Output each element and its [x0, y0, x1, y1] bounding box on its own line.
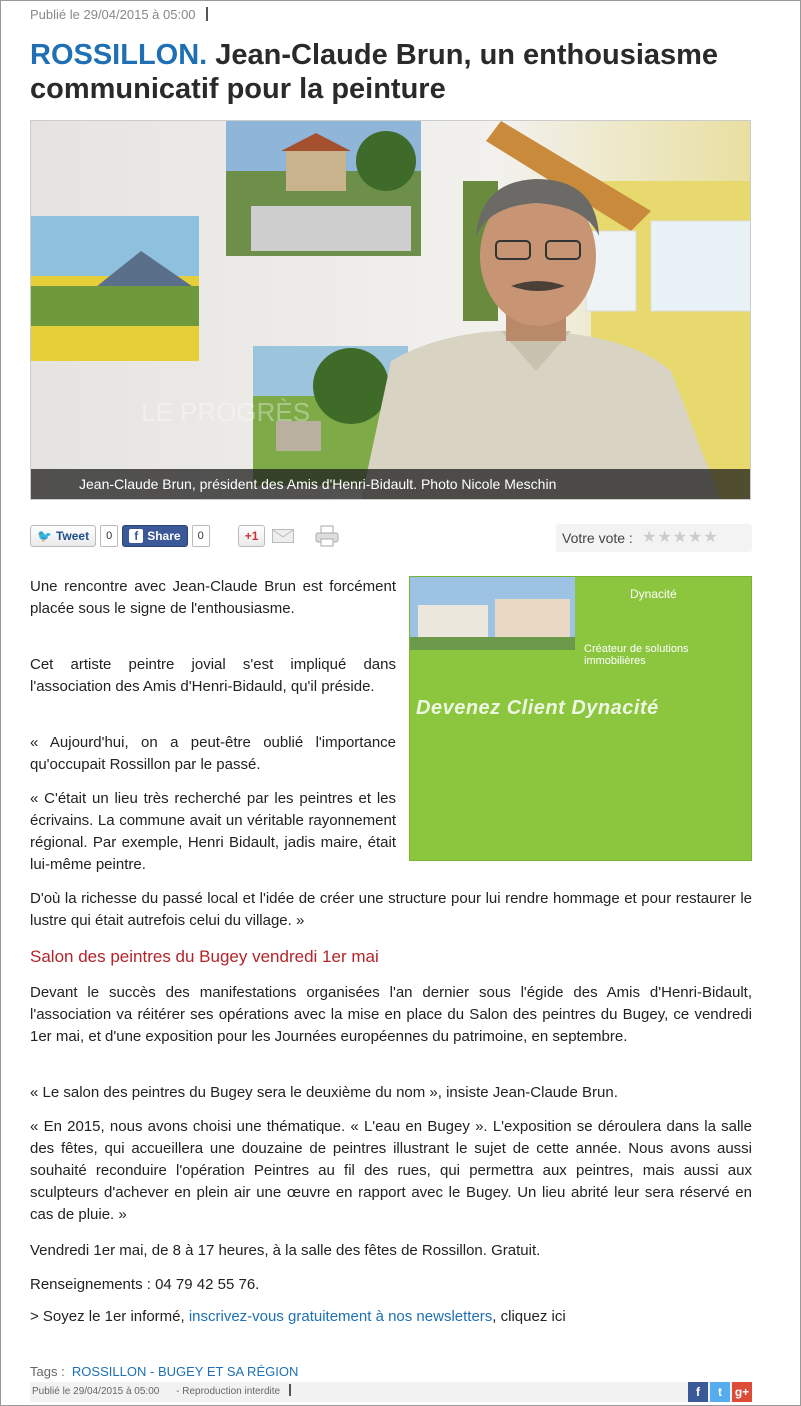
painting-mountain — [31, 216, 199, 361]
newsletter-prefix: > Soyez le 1er informé, — [30, 1308, 189, 1325]
printer-icon — [314, 525, 340, 547]
paragraph: D'où la richesse du passé local et l'idée de créer une structure pour lui rendre hommage et pour restaurer le lustre qui était autrefois celui du village. » — [30, 890, 752, 929]
google-plus-button[interactable] — [238, 525, 266, 547]
facebook-count: 0 — [192, 525, 210, 547]
ad-cta: Devenez Client Dynacité — [416, 697, 659, 719]
vote-widget — [556, 524, 752, 552]
publish-date — [30, 7, 208, 22]
painting-village — [226, 121, 421, 256]
rating-stars[interactable]: ★★★★★ — [642, 529, 719, 546]
footer-reproduction: - Reproduction interdite — [176, 1386, 281, 1397]
footer-bar — [30, 1382, 752, 1402]
advertisement-banner[interactable] — [409, 576, 752, 861]
ad-building-image — [410, 577, 575, 650]
article-title — [30, 38, 770, 106]
article-headline: Jean-Claude Brun, un enthousiasme communicatif pour la peinture — [30, 39, 719, 105]
article-place: ROSSILLON. — [30, 39, 208, 71]
paragraph: « Aujourd'hui, on a peut-être oublié l'importance qu'occupait Rossillon par le passé. — [30, 734, 396, 773]
newsletter-suffix: , cliquez ici — [492, 1308, 566, 1325]
email-icon — [272, 529, 294, 543]
section-subtitle: Salon des peintres du Bugey vendredi 1er mai — [30, 947, 379, 966]
paragraph: Devant le succès des manifestations organisées l'an dernier sous l'égide des Amis d'Henri-Bidault, l'association va réitérer ses opérations avec la mise en place du Salon des peintres du Bugey, ce vendredi 1er mai, et d'une exposition pour les Journées européennes du patrimoine, en septembre. — [30, 984, 752, 1045]
paragraph: Cet artiste peintre jovial s'est impliqué dans l'association des Amis d'Henri-Bidauld, qu'il préside. — [30, 656, 396, 695]
paragraph: Vendredi 1er mai, de 8 à 17 heures, à la salle des fêtes de Rossillon. Gratuit. — [30, 1242, 541, 1259]
twitter-bird-icon: 🐦 — [37, 529, 52, 543]
paragraph: Une rencontre avec Jean-Claude Brun est forcément placée sous le signe de l'enthousiasme. — [30, 578, 396, 617]
facebook-icon[interactable]: f — [688, 1382, 708, 1402]
tweet-label: Tweet — [55, 529, 90, 543]
newsletter-line — [30, 1306, 752, 1328]
tweet-count: 0 — [100, 525, 118, 547]
email-button[interactable] — [269, 525, 297, 547]
facebook-icon: f — [129, 529, 143, 543]
paragraph: Renseignements : 04 79 42 55 76. — [30, 1276, 260, 1293]
divider — [289, 1384, 291, 1396]
print-button[interactable] — [313, 525, 341, 547]
share-bar — [30, 524, 341, 548]
paragraph: « C'était un lieu très recherché par les peintres et les écrivains. La commune avait un véritable rayonnement régional. Par exemple, Henri Bidault, jadis maire, était lui-même peintre. — [30, 790, 396, 873]
twitter-icon[interactable]: t — [710, 1382, 730, 1402]
article-photo[interactable] — [30, 120, 751, 500]
facebook-share-button[interactable] — [122, 525, 187, 547]
tags-line — [30, 1364, 298, 1379]
tag-separator: - — [149, 1364, 155, 1379]
paragraph: « En 2015, nous avons choisi une thématique. « L'eau en Bugey ». L'exposition se déroulera dans la salle des fêtes, qui accueillera une douzaine de peintres illustrant le sujet de cette année. Nous avons aussi souhaité reconduire l'opération Peintres au fil des rues, qui permettra aux peintres, mais aussi aux sculpteurs d'achever en plein air une œuvre en rapport avec le Bugey. Un lieu abrité leur sera réservé en cas de pluie. » — [30, 1118, 752, 1223]
svg-text:LE PROGRÈS: LE PROGRÈS — [141, 397, 311, 427]
photo-caption: Jean-Claude Brun, président des Amis d'Henri-Bidault. Photo Nicole Meschin — [31, 469, 750, 499]
paragraph: « Le salon des peintres du Bugey sera le deuxième du nom », insiste Jean-Claude Brun. — [30, 1084, 618, 1101]
ad-slogan: Créateur de solutions immobilières — [584, 643, 689, 667]
divider — [206, 7, 208, 21]
tweet-button[interactable] — [30, 525, 96, 547]
footer-publish-date: Publié le 29/04/2015 à 05:00 — [32, 1386, 160, 1397]
tag-link-rossillon[interactable]: ROSSILLON — [71, 1364, 147, 1379]
facebook-share-label: Share — [147, 529, 181, 543]
footer-social — [688, 1382, 752, 1402]
google-plus-label: +1 — [244, 529, 259, 543]
ad-logo: Dynacité — [630, 587, 677, 601]
newsletter-link[interactable]: inscrivez-vous gratuitement à nos newsletters — [188, 1308, 493, 1325]
tags-label: Tags : — [30, 1364, 65, 1379]
publish-date-text: Publié le 29/04/2015 à 05:00 — [30, 7, 196, 22]
tag-link-bugey[interactable]: BUGEY ET SA RÉGION — [157, 1364, 299, 1379]
photo-illustration — [31, 121, 751, 500]
google-plus-icon[interactable]: g+ — [732, 1382, 752, 1402]
vote-label: Votre vote : — [562, 530, 633, 546]
